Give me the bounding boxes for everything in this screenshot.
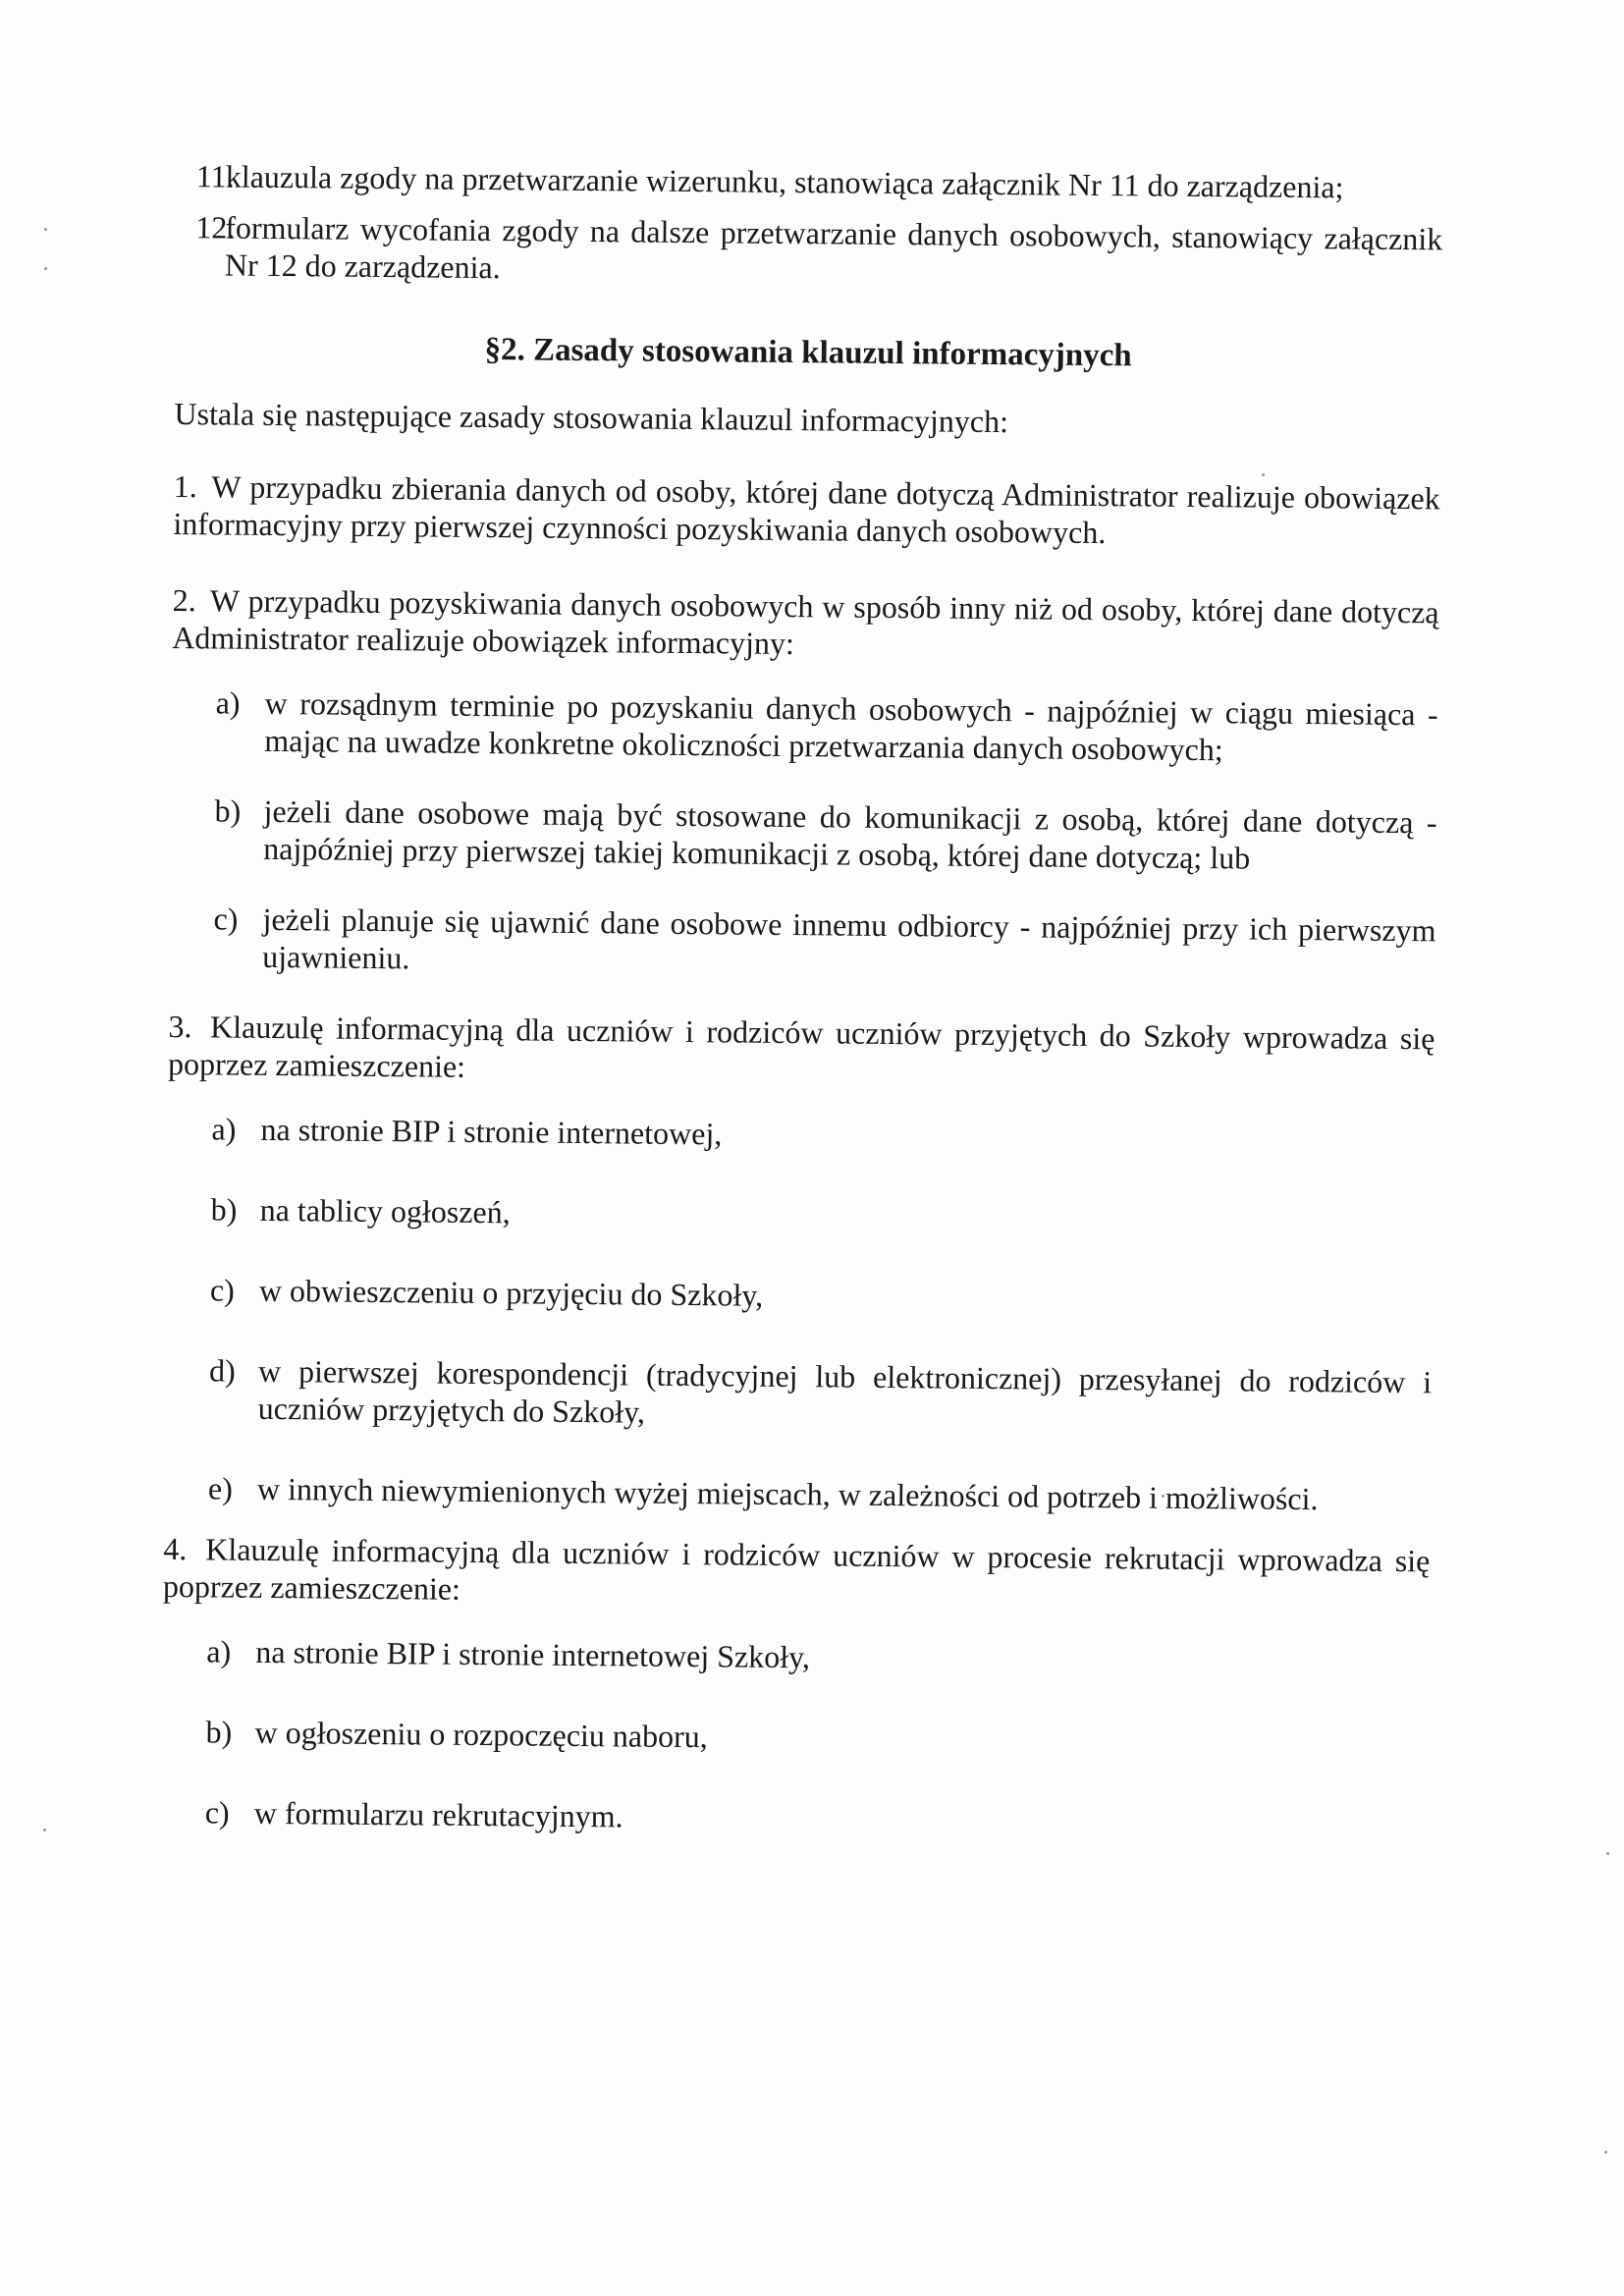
sublist-letter: e) — [207, 1470, 234, 1506]
attachment-list-item — [176, 208, 1443, 295]
item-number: 12. — [195, 209, 236, 246]
sublist-item — [211, 1190, 1434, 1239]
scan-speck — [44, 267, 47, 270]
sublist-letter: a) — [206, 1633, 232, 1669]
paragraph-1 — [173, 467, 1440, 554]
item-text: formularz wycofania zgody na dalsze przetwarzanie danych osobowych, stanowiący załącznik Nr 12 do zarządzenia. — [224, 209, 1443, 286]
sublist-text: na stronie BIP i stronie internetowej, — [260, 1111, 723, 1152]
paragraph-text: Klauzulę informacyjną dla uczniów i rodziców uczniów w procesie rekrutacji wprowadza się poprzez zamieszczenie: — [162, 1531, 1431, 1607]
sublist-item — [215, 683, 1438, 770]
section-heading: §2. Zasady stosowania klauzul informacyjnych — [484, 332, 1132, 374]
scan-speck — [44, 228, 47, 231]
sublist-item — [208, 1469, 1431, 1518]
sublist-letter: c) — [204, 1794, 230, 1831]
sublist-text: w innych niewymienionych wyżej miejscach, w zależności od potrzeb i możliwości. — [256, 1470, 1319, 1517]
item-text: klauzula zgody na przetwarzanie wizerunku, stanowiąca załącznik Nr 11 do zarządzenia; — [225, 158, 1344, 205]
paragraph-4 — [163, 1530, 1431, 1616]
paragraph-3-sublist — [208, 1110, 1435, 1518]
sublist-text: w rozsądnym terminie po pozyskaniu danych osobowych - najpóźniej w ciągu miesiąca - mając na uwadze konkretne okoliczności przetwarzania danych osobowych; — [264, 684, 1438, 768]
sublist-item — [211, 1110, 1434, 1159]
sublist-letter: b) — [214, 793, 242, 829]
document-content — [160, 157, 1443, 1886]
sublist-text: w obwieszczeniu o przyjęciu do Szkoły, — [258, 1272, 764, 1313]
paragraph-4-sublist — [205, 1632, 1430, 1842]
attachment-list-item — [177, 157, 1443, 206]
sublist-letter: d) — [208, 1352, 236, 1389]
sublist-text: jeżeli dane osobowe mają być stosowane do komunikacji z osobą, której dane dotyczą - najpóźniej przy pierwszej takiej komunikacji z osobą, której dane dotyczą; lub — [263, 793, 1437, 876]
sublist-letter: b) — [205, 1714, 233, 1750]
paragraph-2-sublist — [213, 683, 1438, 986]
scan-speck — [43, 1829, 46, 1831]
sublist-letter: b) — [210, 1191, 238, 1228]
paragraph-text: W przypadku pozyskiwania danych osobowych w sposób inny niż od osoby, której dane dotyczą Administrator realizuje obowiązek informacyjny: — [172, 582, 1439, 662]
paragraph-number: 4. — [163, 1530, 188, 1567]
paragraph-2 — [172, 581, 1439, 668]
item-number: 11. — [195, 158, 235, 194]
paragraph-number: 1. — [173, 467, 197, 505]
sublist-text: jeżeli planuje się ujawnić dane osobowe innemu odbiorcy - najpóźniej przy ich pierwszym ujawnieniu. — [262, 901, 1436, 976]
sublist-text: w pierwszej korespondencji (tradycyjnej lub elektronicznej) przesyłanej do rodziców i uczniów przyjętych do Szkoły, — [257, 1352, 1433, 1430]
sublist-item — [213, 900, 1436, 986]
paragraph-text: Klauzulę informacyjną dla uczniów i rodziców uczniów przyjętych do Szkoły wprowadza się poprzez zamieszczenie: — [167, 1009, 1435, 1084]
sublist-letter: c) — [209, 1272, 235, 1308]
paragraph-number: 2. — [172, 581, 196, 619]
paragraph-text: W przypadku zbierania danych od osoby, której dane dotyczą Administrator realizuje obowiązek informacyjny przy pierwszej czynności pozyskiwania danych osobowych. — [173, 468, 1440, 551]
sublist-item — [209, 1351, 1433, 1438]
section-intro: Ustala się następujące zasady stosowania klauzul informacyjnych: — [174, 395, 1009, 440]
sublist-letter: c) — [213, 901, 239, 937]
paragraph-3 — [168, 1008, 1435, 1094]
sublist-item — [214, 792, 1437, 878]
scan-speck — [1604, 2151, 1607, 2154]
sublist-item — [205, 1713, 1428, 1762]
sublist-text: na tablicy ogłoszeń, — [259, 1191, 511, 1230]
sublist-item — [206, 1632, 1429, 1681]
scan-speck — [1606, 1852, 1609, 1855]
sublist-text: w ogłoszeniu o rozpoczęciu naboru, — [254, 1714, 708, 1755]
sublist-letter: a) — [215, 684, 241, 721]
paragraph-number: 3. — [168, 1008, 192, 1045]
sublist-text: na stronie BIP i stronie internetowej Szkoły, — [255, 1633, 811, 1675]
sublist-text: w formularzu rekrutacyjnym. — [253, 1794, 623, 1834]
sublist-letter: a) — [211, 1111, 237, 1147]
sublist-item — [210, 1271, 1433, 1320]
sublist-item — [205, 1793, 1428, 1842]
